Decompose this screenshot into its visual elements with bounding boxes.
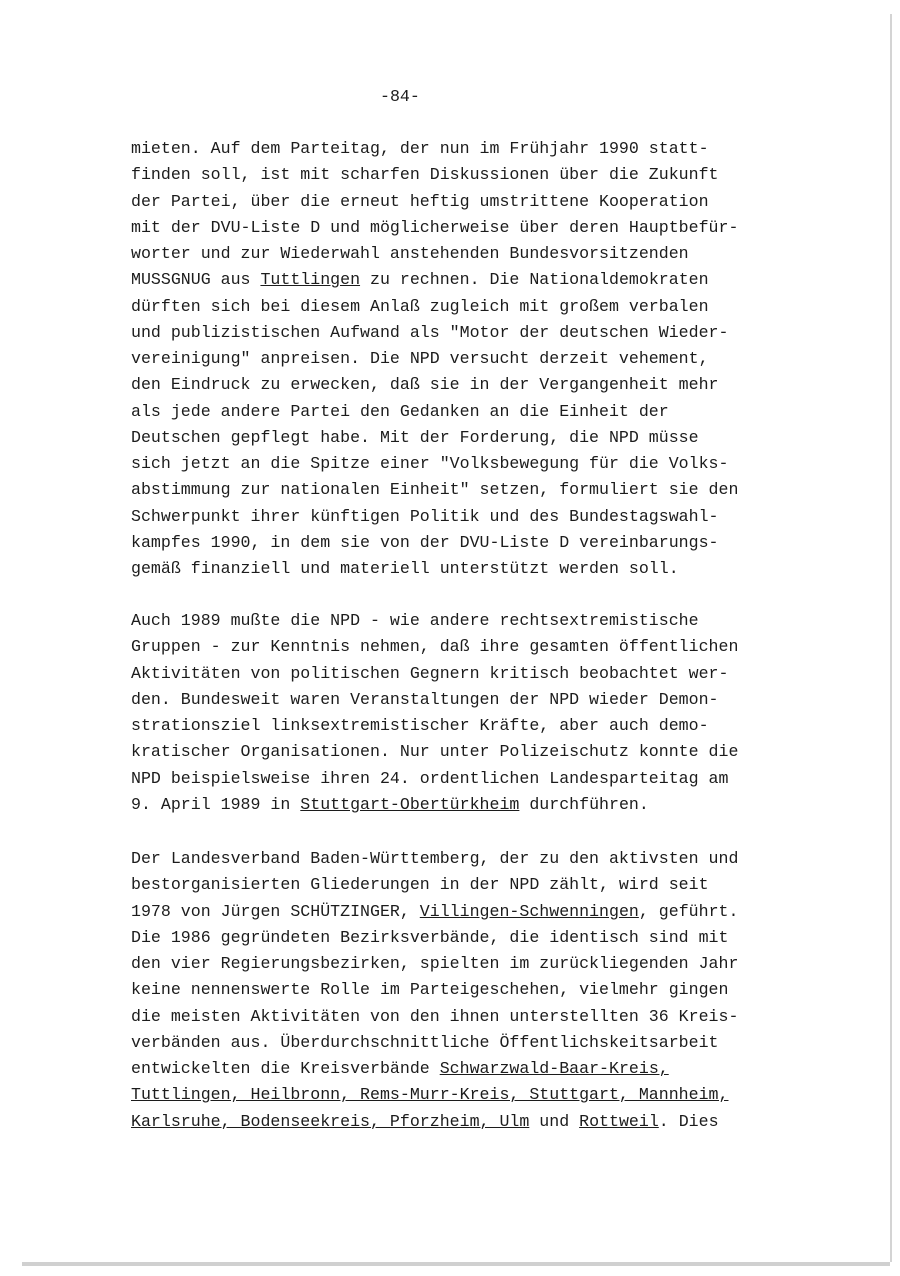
text-line — [131, 477, 811, 503]
text-line — [131, 162, 811, 188]
text-segment: Aktivitäten von politischen Gegnern kritisch beobachtet wer- — [131, 663, 729, 683]
underlined-place-name: Tuttlingen — [260, 270, 361, 290]
text-segment: NPD beispielsweise ihren 24. ordentlichen Landesparteitag am — [131, 768, 729, 788]
text-segment: gemäß finanziell und materiell unterstützt werden soll. — [131, 559, 679, 578]
text-segment: Gruppen - zur Kenntnis nehmen, daß ihre gesamten öffentlichen — [131, 637, 739, 657]
text-line — [131, 713, 811, 739]
text-segment: als jede andere Partei den Gedanken an die Einheit der — [131, 401, 669, 421]
text-line — [131, 1082, 811, 1108]
text-line — [131, 346, 811, 372]
paragraph-parteitag — [131, 136, 811, 582]
underlined-place-name: Rottweil — [579, 1111, 659, 1131]
page-number: -84- — [380, 87, 420, 106]
text-segment: kampfes 1990, in dem sie von der DVU-Liste D vereinbarungs- — [131, 532, 719, 552]
text-line — [131, 267, 811, 293]
text-segment: Die 1986 gegründeten Bezirksverbände, die identisch sind mit — [131, 927, 729, 947]
text-line — [131, 451, 811, 477]
paragraph-gegner — [131, 608, 811, 818]
text-line — [131, 792, 811, 818]
underlined-place-name: Karlsruhe, Bodenseekreis, Pforzheim, Ulm — [131, 1111, 530, 1131]
text-line — [131, 846, 811, 872]
text-segment: mieten. Auf dem Parteitag, der nun im Frühjahr 1990 statt- — [131, 139, 709, 158]
paragraph-landesverband — [131, 846, 811, 1135]
text-segment: bestorganisierten Gliederungen in der NPD zählt, wird seit — [131, 875, 709, 895]
text-segment: mit der DVU-Liste D und möglicherweise über deren Hauptbefür- — [131, 217, 739, 237]
text-segment: 1978 von Jürgen SCHÜTZINGER, — [131, 901, 420, 921]
text-line — [131, 951, 811, 977]
text-line — [131, 372, 811, 398]
text-line — [131, 661, 811, 687]
page-edge-shadow-right — [890, 14, 892, 1262]
text-line — [131, 739, 811, 765]
text-segment: worter und zur Wiederwahl anstehenden Bundesvorsitzenden — [131, 244, 689, 263]
text-segment: sich jetzt an die Spitze einer "Volksbewegung für die Volks- — [131, 454, 729, 473]
text-segment: abstimmung zur nationalen Einheit" setzen, formuliert sie den — [131, 480, 739, 500]
underlined-place-name: Stuttgart-Obertürkheim — [300, 794, 520, 814]
text-segment: die meisten Aktivitäten von den ihnen unterstellten 36 Kreis- — [131, 1006, 739, 1026]
text-line — [131, 766, 811, 792]
text-line — [131, 899, 811, 925]
text-segment: den. Bundesweit waren Veranstaltungen der NPD wieder Demon- — [131, 689, 719, 709]
text-segment: verbänden aus. Überdurchschnittliche Öffentlichskeitsarbeit — [131, 1032, 719, 1052]
text-segment: finden soll, ist mit scharfen Diskussionen über die Zukunft — [131, 165, 719, 185]
text-line — [131, 504, 811, 530]
text-line — [131, 872, 811, 898]
text-segment: . Dies — [658, 1111, 719, 1131]
page-edge-shadow-bottom — [22, 1262, 890, 1266]
text-segment: MUSSGNUG aus — [131, 270, 261, 290]
text-segment: 9. April 1989 in — [131, 794, 301, 814]
text-line — [131, 136, 811, 162]
text-segment: kratischer Organisationen. Nur unter Polizeischutz konnte die — [131, 742, 739, 762]
text-line — [131, 1109, 811, 1135]
text-line — [131, 241, 811, 267]
text-segment: entwickelten die Kreisverbände — [131, 1059, 440, 1078]
text-segment: und publizistischen Aufwand als "Motor der deutschen Wieder- — [131, 322, 729, 342]
text-segment: keine nennenswerte Rolle im Parteigeschehen, vielmehr gingen — [131, 980, 729, 1000]
text-line — [131, 687, 811, 713]
text-line — [131, 925, 811, 951]
text-line — [131, 215, 811, 241]
text-line — [131, 320, 811, 346]
text-line — [131, 977, 811, 1003]
text-segment: Deutschen gepflegt habe. Mit der Forderung, die NPD müsse — [131, 427, 699, 447]
text-segment: zu rechnen. Die Nationaldemokraten — [360, 270, 709, 290]
text-line — [131, 608, 811, 634]
text-segment: , geführt. — [638, 901, 739, 921]
text-segment: Auch 1989 mußte die NPD - wie andere rechtsextremistische — [131, 611, 699, 630]
text-segment: vereinigung" anpreisen. Die NPD versucht derzeit vehement, — [131, 349, 709, 368]
text-line — [131, 1056, 811, 1082]
underlined-place-name: Villingen-Schwenningen — [419, 901, 639, 921]
text-segment: der Partei, über die erneut heftig umstrittene Kooperation — [131, 191, 709, 211]
text-segment: den vier Regierungsbezirken, spielten im zurückliegenden Jahr — [131, 954, 739, 973]
text-line — [131, 399, 811, 425]
text-line — [131, 1030, 811, 1056]
text-line — [131, 530, 811, 556]
text-segment: und — [529, 1111, 580, 1131]
text-segment: strationsziel linksextremistischer Kräfte, aber auch demo- — [131, 716, 709, 735]
text-line — [131, 189, 811, 215]
text-segment: durchführen. — [519, 794, 649, 814]
underlined-place-name: Tuttlingen, Heilbronn, Rems-Murr-Kreis, Stuttgart, Mannheim, — [131, 1085, 729, 1105]
text-line — [131, 1004, 811, 1030]
text-segment: den Eindruck zu erwecken, daß sie in der Vergangenheit mehr — [131, 375, 719, 395]
text-line — [131, 294, 811, 320]
text-segment: dürften sich bei diesem Anlaß zugleich mit großem verbalen — [131, 296, 709, 316]
text-line — [131, 634, 811, 660]
underlined-place-name: Schwarzwald-Baar-Kreis, — [439, 1059, 669, 1078]
text-segment: Der Landesverband Baden-Württemberg, der zu den aktivsten und — [131, 849, 739, 868]
text-segment: Schwerpunkt ihrer künftigen Politik und des Bundestagswahl- — [131, 506, 719, 526]
text-line — [131, 425, 811, 451]
text-line — [131, 556, 811, 582]
